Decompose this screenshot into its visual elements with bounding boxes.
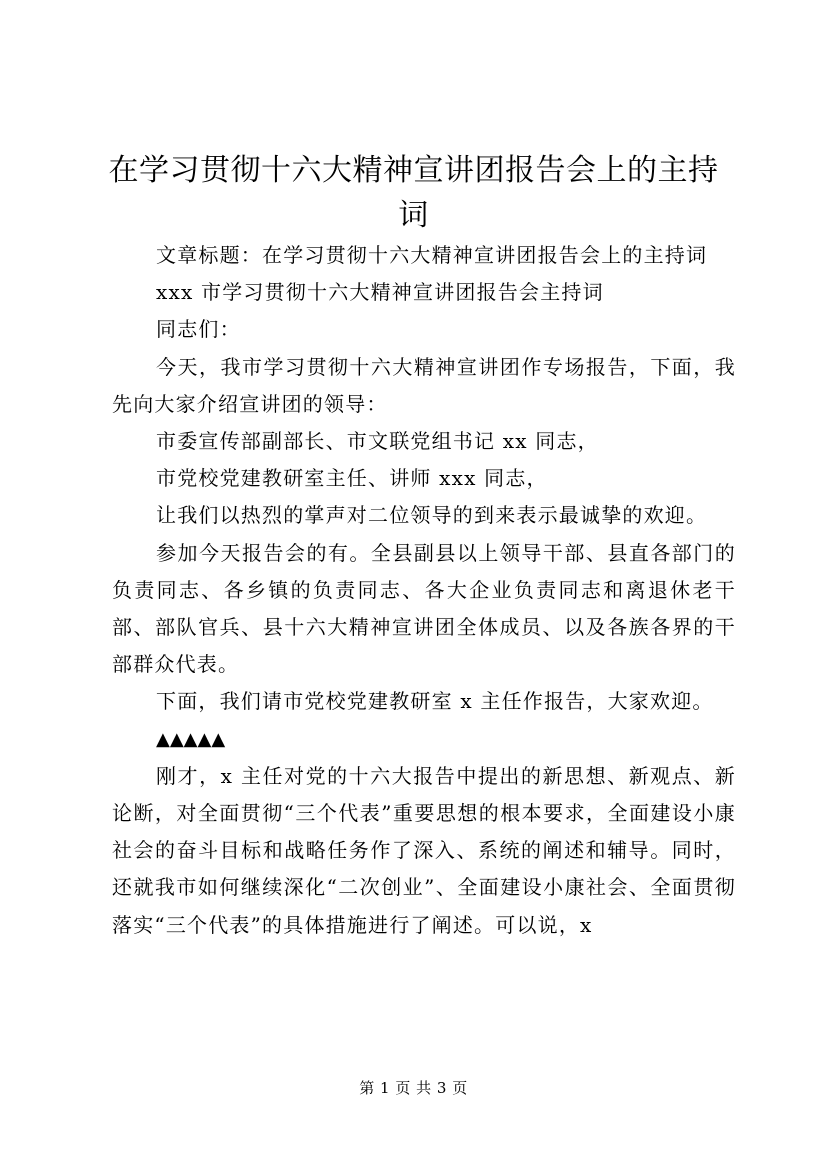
paragraph-summary: 刚才，x 主任对党的十六大报告中提出的新思想、新观点、新论断，对全面贯彻“三个代表”重要思想的根本要求，全面建设小康社会的奋斗目标和战略任务作了深入、系统的阐述和辅导。同时，还就我市如何继续深化“二次创业”、全面建设小康社会、全面贯彻落实“三个代表”的具体措施进行了阐述。可以说，x [112,763,736,937]
paragraph-subtitle: xxx 市学习贯彻十六大精神宣讲团报告会主持词 [156,280,604,305]
paragraph-leader-2: 市党校党建教研室主任、讲师 xxx 同志， [156,466,548,491]
paragraph-report-invite: 下面，我们请市党校党建教研室 x 主任作报告，大家欢迎。 [156,689,714,714]
paragraph-attendees: 参加今天报告会的有。全县副县以上领导干部、县直各部门的负责同志、各乡镇的负责同志、各大企业负责同志和离退休老干部、部队官兵、县十六大精神宣讲团全体成员、以及各族各界的干部群众代表。 [112,540,736,677]
section-separator-triangles: ▲▲▲▲▲ [156,728,226,750]
paragraph-introduction: 今天，我市学习贯彻十六大精神宣讲团作专场报告，下面，我先向大家介绍宣讲团的领导： [112,354,736,416]
page-footer: 第 1 页 共 3 页 [359,1079,468,1097]
paragraph-salutation: 同志们： [156,317,241,342]
document-body [112,237,736,944]
paragraph-article-title: 文章标题：在学习贯彻十六大精神宣讲团报告会上的主持词 [156,243,708,267]
paragraph-leader-1: 市委宣传部副部长、市文联党组书记 xx 同志， [156,429,599,454]
document-title: 在学习贯彻十六大精神宣讲团报告会上的主持词 [108,153,719,233]
paragraph-welcome: 让我们以热烈的掌声对二位领导的到来表示最诚挚的欢迎。 [156,503,708,528]
